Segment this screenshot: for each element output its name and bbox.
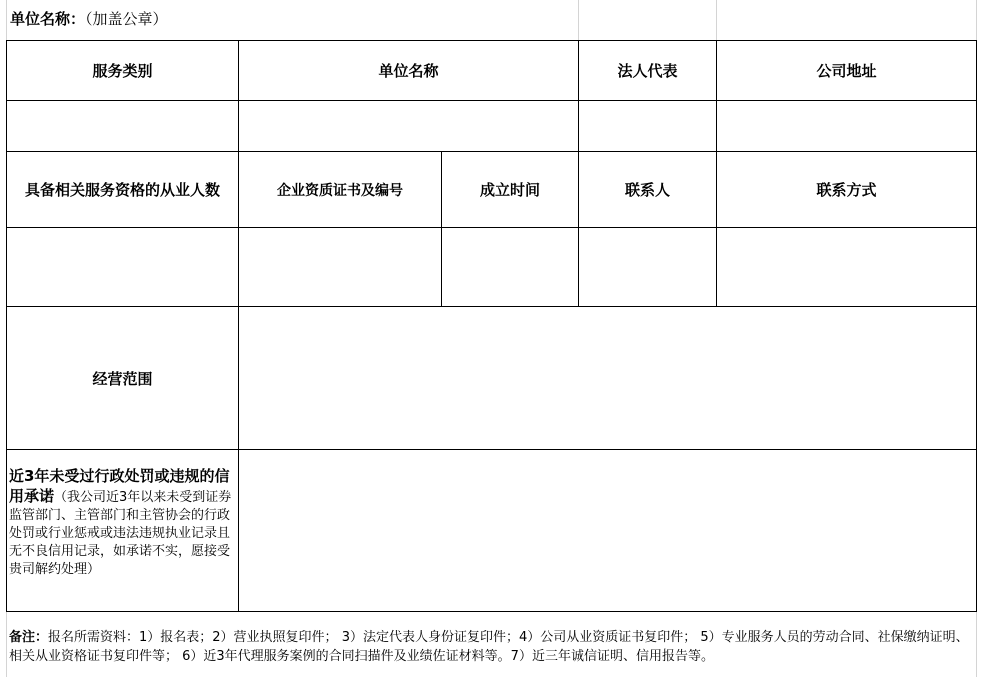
grid-line (578, 0, 579, 40)
header-contact: 联系人 (624, 181, 670, 199)
table-border (6, 611, 977, 612)
input-service-type[interactable] (7, 101, 238, 151)
header-service-type: 服务类别 (92, 62, 153, 80)
input-founded[interactable] (442, 228, 578, 306)
header-founded: 成立时间 (479, 181, 540, 199)
header-contact-method: 联系方式 (816, 181, 877, 199)
input-cert-no[interactable] (239, 228, 441, 306)
table-border (976, 40, 977, 612)
header-legal-rep: 法人代表 (617, 62, 678, 80)
unit-name-label: 单位名称： (10, 10, 86, 28)
header-unit-name: 单位名称 (378, 62, 439, 80)
input-company-address[interactable] (717, 101, 976, 151)
input-contact[interactable] (579, 228, 716, 306)
credit-commitment-heading: 近3年未受过行政处罚或违规的信用承诺 (9, 467, 230, 505)
header-qualified-staff: 具备相关服务资格的从业人数 (24, 181, 220, 199)
unit-name-title (10, 8, 168, 29)
input-unit-name[interactable] (239, 101, 578, 151)
header-cert-no: 企业资质证书及编号 (277, 182, 403, 199)
input-business-scope[interactable] (239, 307, 976, 449)
remarks (9, 628, 977, 666)
remarks-label: 备注： (9, 630, 49, 645)
header-company-address: 公司地址 (816, 62, 877, 80)
input-contact-method[interactable] (717, 228, 976, 306)
input-legal-rep[interactable] (579, 101, 716, 151)
remarks-text: 报名所需资料：1）报名表；2）营业执照复印件； 3）法定代表人身份证复印件；4）公司从业资质证书复印件； 5）专业服务人员的劳动合同、社保缴纳证明、相关从业资格证书复印件等； 6）近3年代理服务案例的合同扫描件及业绩佐证材料等。7）近三年诚信证明、信用报告等。 (9, 630, 969, 664)
input-credit-commitment[interactable] (239, 450, 976, 611)
grid-line (716, 0, 717, 40)
credit-commitment-body: （我公司近3年以来未受到证券监管部门、主管部门和主管协会的行政处罚或行业惩戒或违法违规执业记录且无不良信用记录，如承诺不实，愿接受贵司解约处理） (9, 490, 232, 577)
input-qualified-staff[interactable] (7, 228, 238, 306)
stamp-note: （加盖公章） (85, 10, 168, 28)
credit-commitment-label (9, 467, 237, 579)
header-business-scope: 经营范围 (92, 369, 153, 388)
